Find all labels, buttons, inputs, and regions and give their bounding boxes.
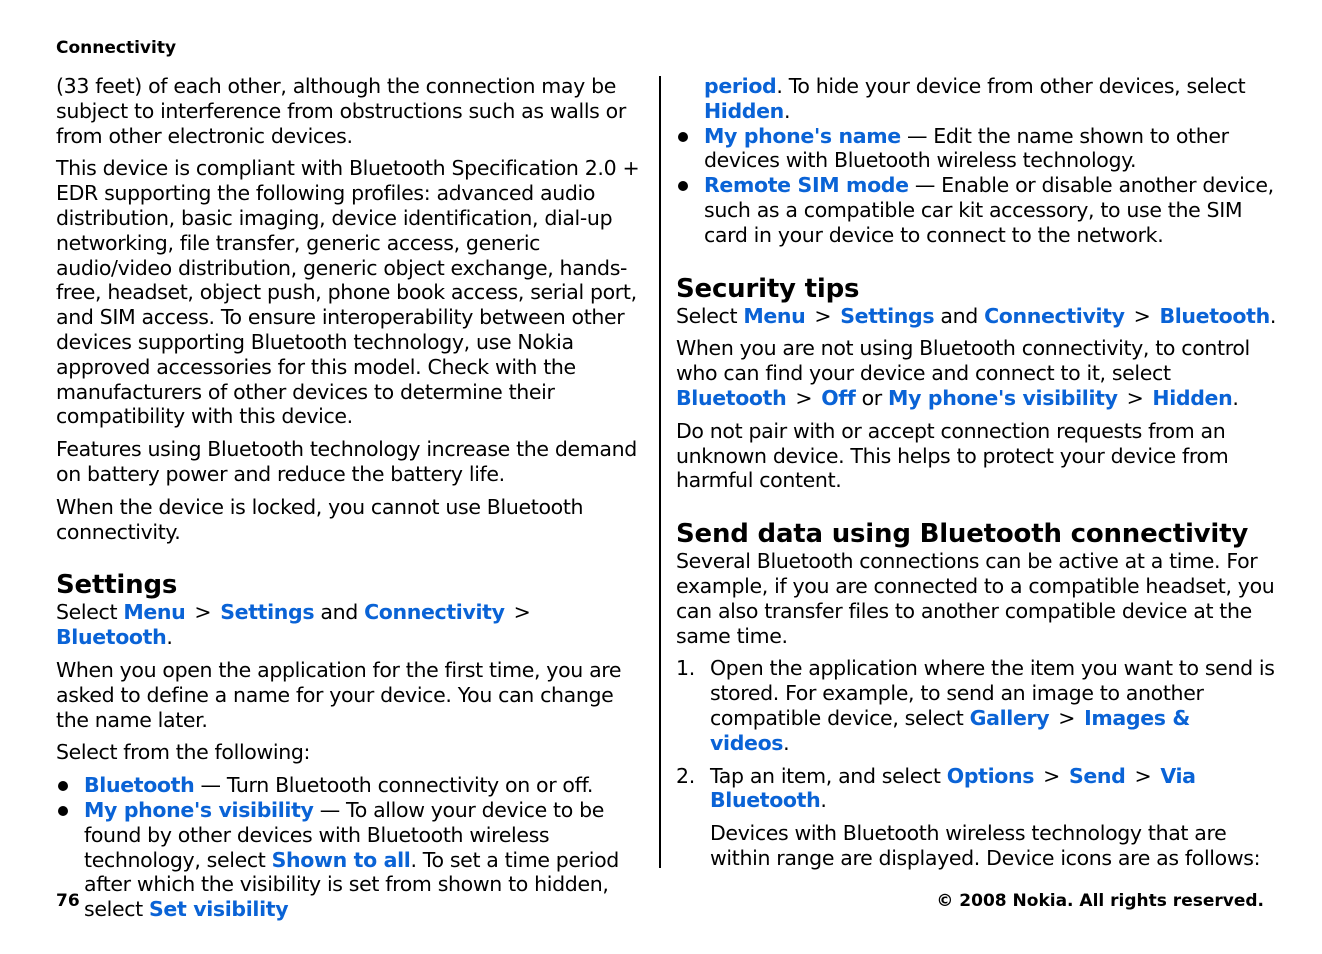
text-period: . — [783, 730, 790, 755]
link-off[interactable]: Off — [821, 385, 856, 410]
text-period: . — [166, 625, 173, 650]
step-item — [676, 764, 1276, 871]
paragraph-battery: Features using Bluetooth technology increase the demand on battery power and reduce the battery life. — [56, 437, 637, 486]
path-separator: > — [1134, 763, 1152, 788]
path-separator: > — [194, 600, 212, 625]
link-settings[interactable]: Settings — [840, 303, 935, 328]
link-bluetooth[interactable]: Bluetooth — [1159, 303, 1270, 328]
bullet-icon — [678, 132, 688, 142]
list-item — [676, 124, 1276, 174]
link-remote-sim-mode[interactable]: Remote SIM mode — [704, 173, 909, 198]
running-header: Connectivity — [56, 38, 177, 58]
path-separator: > — [1058, 705, 1076, 730]
link-shown-to-all[interactable]: Shown to all — [271, 847, 411, 872]
step-text: Tap an item, and select — [710, 763, 947, 788]
send-steps-list — [676, 656, 1276, 870]
link-menu[interactable]: Menu — [123, 600, 186, 625]
link-settings[interactable]: Settings — [220, 600, 315, 625]
paragraph-do-not-pair: Do not pair with or accept connection requests from an unknown device. This helps to protect your device from harmful content. — [676, 418, 1229, 493]
paragraph-range: (33 feet) of each other, although the connection may be subject to interference from obstructions such as walls or from other electronic devices. — [56, 74, 626, 148]
step-number: 2. — [676, 763, 695, 788]
link-menu[interactable]: Menu — [743, 303, 806, 328]
text-select: Select — [676, 303, 744, 328]
text-and: and — [314, 600, 365, 625]
bullet-text: . To set a time period after which the visibility is set from shown to hidden, select — [84, 847, 619, 922]
bullet-text: — To allow your device to be found by other devices with Bluetooth wireless technology, select — [84, 797, 605, 872]
path-separator: > — [795, 385, 813, 410]
settings-options-list — [56, 773, 648, 922]
bullet-text: . To hide your device from other devices, select — [776, 74, 1246, 98]
path-separator: > — [1133, 303, 1151, 328]
text-period: . — [1232, 385, 1239, 410]
security-path — [676, 304, 1276, 329]
link-my-phones-visibility[interactable]: My phone's visibility — [888, 385, 1118, 410]
security-tips-heading: Security tips — [676, 273, 860, 304]
column-divider — [659, 76, 661, 868]
bullet-icon — [58, 806, 68, 816]
link-connectivity[interactable]: Connectivity — [984, 303, 1125, 328]
left-column — [56, 74, 648, 930]
link-send[interactable]: Send — [1068, 763, 1126, 788]
settings-heading: Settings — [56, 570, 178, 601]
list-item — [56, 798, 648, 922]
list-item-continuation — [676, 74, 1276, 124]
text-period: . — [783, 98, 791, 123]
bullet-icon — [58, 781, 68, 791]
link-connectivity[interactable]: Connectivity — [364, 600, 505, 625]
paragraph-compliance: This device is compliant with Bluetooth Specification 2.0 + EDR supporting the following profiles: advanced audio distribution, basic imaging, device identification, dial-up networking, file transfer, generic access, generic audio/video distribution, generic object exchange, hands-free, headset, object push, phone book access, serial port, and SIM access. To ensure interoperability between other devices supporting Bluetooth technology, use Nokia approved accessories for this model. Check with the manufacturers of other devices to determine their compatibility with this device. — [56, 156, 640, 429]
path-separator: > — [1043, 763, 1060, 788]
path-separator: > — [513, 600, 531, 625]
text-or: or — [855, 385, 889, 410]
paragraph-several-connections: Several Bluetooth connections can be active at a time. For example, if you are connected to a compatible headset, you can also transfer files to another compatible device at the same time. — [676, 549, 1275, 648]
copyright-notice: © 2008 Nokia. All rights reserved. — [936, 891, 1264, 911]
right-column — [676, 74, 1276, 879]
settings-path — [56, 600, 648, 650]
paragraph-devices-displayed: Devices with Bluetooth wireless technology that are within range are displayed. Device icons are as follows: — [710, 821, 1261, 870]
link-my-phones-name[interactable]: My phone's name — [704, 123, 901, 148]
bullet-text: — Enable or disable another device, such as a compatible car kit accessory, to use the SIM card in your device to connect to the network. — [704, 173, 1274, 247]
list-item — [56, 773, 648, 798]
link-my-phones-visibility[interactable]: My phone's visibility — [84, 797, 314, 822]
paragraph-select-from: Select from the following: — [56, 740, 311, 765]
bullet-text: — Edit the name shown to other devices with Bluetooth wireless technology. — [704, 123, 1229, 173]
link-bluetooth[interactable]: Bluetooth — [56, 625, 167, 650]
text-period: . — [1269, 303, 1276, 328]
link-images-and-videos[interactable]: Images & videos — [710, 705, 1190, 755]
step-item — [676, 656, 1276, 755]
link-hidden[interactable]: Hidden — [1152, 385, 1233, 410]
step-text: Open the application where the item you want to send is stored. For example, to send an image to another compatible device, select — [710, 656, 1275, 730]
link-gallery[interactable]: Gallery — [969, 705, 1050, 730]
bullet-icon — [678, 181, 688, 191]
text-period: . — [820, 788, 827, 813]
link-bluetooth[interactable]: Bluetooth — [676, 385, 787, 410]
link-bluetooth-option[interactable]: Bluetooth — [84, 773, 195, 798]
bullet-text: — Turn Bluetooth connectivity on or off. — [194, 773, 594, 798]
paragraph-text: When you are not using Bluetooth connectivity, to control who can find your device and connect to it, select — [676, 336, 1250, 386]
paragraph-locked: When the device is locked, you cannot use Bluetooth connectivity. — [56, 494, 584, 544]
step-number: 1. — [676, 656, 695, 681]
settings-options-list-continued — [676, 74, 1276, 248]
paragraph-control-visibility — [676, 336, 1276, 410]
text-and: and — [934, 303, 985, 328]
paragraph-first-time: When you open the application for the first time, you are asked to define a name for your device. You can change the name later. — [56, 657, 622, 732]
path-separator: > — [814, 303, 832, 328]
send-data-heading: Send data using Bluetooth connectivity — [676, 519, 1249, 550]
path-separator: > — [1126, 385, 1144, 410]
link-set-visibility[interactable]: Set visibility — [148, 897, 289, 922]
text-select: Select — [56, 600, 124, 625]
link-via-bluetooth[interactable]: Via Bluetooth — [710, 763, 1196, 813]
link-hidden[interactable]: Hidden — [704, 98, 784, 123]
link-set-visibility-period[interactable]: period — [704, 74, 777, 98]
link-options[interactable]: Options — [946, 763, 1035, 788]
list-item — [676, 173, 1276, 247]
page-number: 76 — [56, 891, 80, 911]
